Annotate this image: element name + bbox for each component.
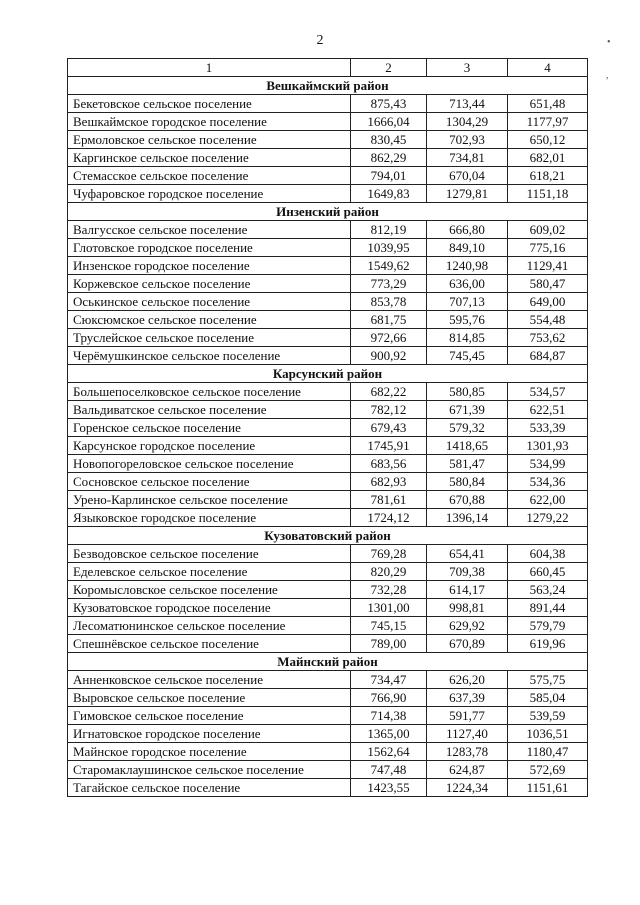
table-row <box>68 599 588 617</box>
value-col-2: 732,28 <box>351 581 427 599</box>
settlement-name: Оськинское сельское поселение <box>68 293 351 311</box>
value-col-3: 580,84 <box>427 473 508 491</box>
value-col-2: 820,29 <box>351 563 427 581</box>
value-col-4: 563,24 <box>508 581 588 599</box>
value-col-4: 575,75 <box>508 671 588 689</box>
value-col-3: 1396,14 <box>427 509 508 527</box>
value-col-2: 1301,00 <box>351 599 427 617</box>
table-row <box>68 419 588 437</box>
table-row <box>68 257 588 275</box>
value-col-3: 626,20 <box>427 671 508 689</box>
settlement-name: Безводовское сельское поселение <box>68 545 351 563</box>
column-header-2: 2 <box>351 59 427 77</box>
value-col-4: 649,00 <box>508 293 588 311</box>
district-name: Инзенский район <box>68 203 588 221</box>
value-col-3: 670,89 <box>427 635 508 653</box>
table-row <box>68 545 588 563</box>
value-col-3: 709,38 <box>427 563 508 581</box>
value-col-4: 684,87 <box>508 347 588 365</box>
settlement-name: Новопогореловское сельское поселение <box>68 455 351 473</box>
value-col-2: 1745,91 <box>351 437 427 455</box>
value-col-2: 1039,95 <box>351 239 427 257</box>
table-row <box>68 437 588 455</box>
table-body <box>68 77 588 797</box>
table-row <box>68 167 588 185</box>
value-col-2: 679,43 <box>351 419 427 437</box>
value-col-2: 1666,04 <box>351 113 427 131</box>
value-col-2: 1649,83 <box>351 185 427 203</box>
settlement-name: Спешнёвское сельское поселение <box>68 635 351 653</box>
table-row <box>68 491 588 509</box>
settlement-name: Урено-Карлинское сельское поселение <box>68 491 351 509</box>
district-name: Вешкаймский район <box>68 77 588 95</box>
value-col-3: 671,39 <box>427 401 508 419</box>
value-col-3: 654,41 <box>427 545 508 563</box>
district-row <box>68 77 588 95</box>
value-col-2: 682,93 <box>351 473 427 491</box>
settlement-name: Сюксюмское сельское поселение <box>68 311 351 329</box>
value-col-4: 619,96 <box>508 635 588 653</box>
table-header-row <box>68 59 588 77</box>
value-col-3: 734,81 <box>427 149 508 167</box>
table-row <box>68 95 588 113</box>
value-col-2: 1724,12 <box>351 509 427 527</box>
table-row <box>68 149 588 167</box>
value-col-2: 747,48 <box>351 761 427 779</box>
value-col-3: 1283,78 <box>427 743 508 761</box>
value-col-3: 624,87 <box>427 761 508 779</box>
settlement-name: Еделевское сельское поселение <box>68 563 351 581</box>
value-col-4: 579,79 <box>508 617 588 635</box>
value-col-2: 683,56 <box>351 455 427 473</box>
value-col-3: 702,93 <box>427 131 508 149</box>
settlement-name: Горенское сельское поселение <box>68 419 351 437</box>
value-col-2: 682,22 <box>351 383 427 401</box>
table-row <box>68 725 588 743</box>
value-col-4: 1301,93 <box>508 437 588 455</box>
value-col-3: 1240,98 <box>427 257 508 275</box>
value-col-2: 1549,62 <box>351 257 427 275</box>
value-col-4: 580,47 <box>508 275 588 293</box>
value-col-4: 618,21 <box>508 167 588 185</box>
table-row <box>68 455 588 473</box>
value-col-4: 660,45 <box>508 563 588 581</box>
value-col-3: 581,47 <box>427 455 508 473</box>
settlement-name: Выровское сельское поселение <box>68 689 351 707</box>
value-col-3: 666,80 <box>427 221 508 239</box>
value-col-4: 753,62 <box>508 329 588 347</box>
table-row <box>68 707 588 725</box>
value-col-4: 1151,61 <box>508 779 588 797</box>
district-name: Майнский район <box>68 653 588 671</box>
settlement-name: Валгусское сельское поселение <box>68 221 351 239</box>
value-col-2: 1365,00 <box>351 725 427 743</box>
table-row <box>68 581 588 599</box>
value-col-3: 1279,81 <box>427 185 508 203</box>
value-col-2: 734,47 <box>351 671 427 689</box>
settlement-name: Лесоматюнинское сельское поселение <box>68 617 351 635</box>
value-col-3: 1304,29 <box>427 113 508 131</box>
value-col-4: 604,38 <box>508 545 588 563</box>
value-col-3: 670,88 <box>427 491 508 509</box>
settlement-name: Гимовское сельское поселение <box>68 707 351 725</box>
value-col-2: 769,28 <box>351 545 427 563</box>
settlement-name: Анненковское сельское поселение <box>68 671 351 689</box>
value-col-2: 773,29 <box>351 275 427 293</box>
value-col-4: 622,00 <box>508 491 588 509</box>
settlement-name: Труслейское сельское поселение <box>68 329 351 347</box>
value-col-3: 579,32 <box>427 419 508 437</box>
value-col-4: 682,01 <box>508 149 588 167</box>
settlement-name: Коромысловское сельское поселение <box>68 581 351 599</box>
settlement-name: Кузоватовское городское поселение <box>68 599 351 617</box>
value-col-3: 814,85 <box>427 329 508 347</box>
settlement-name: Тагайское сельское поселение <box>68 779 351 797</box>
table-row <box>68 689 588 707</box>
value-col-2: 875,43 <box>351 95 427 113</box>
value-col-2: 789,00 <box>351 635 427 653</box>
table-row <box>68 509 588 527</box>
scan-mark: • <box>607 37 611 48</box>
settlement-name: Вальдиватское сельское поселение <box>68 401 351 419</box>
value-col-2: 1423,55 <box>351 779 427 797</box>
value-col-3: 1127,40 <box>427 725 508 743</box>
value-col-4: 539,59 <box>508 707 588 725</box>
value-col-4: 534,99 <box>508 455 588 473</box>
value-col-3: 629,92 <box>427 617 508 635</box>
settlement-name: Черёмушкинское сельское поселение <box>68 347 351 365</box>
value-col-2: 745,15 <box>351 617 427 635</box>
settlement-name: Языковское городское поселение <box>68 509 351 527</box>
value-col-4: 1129,41 <box>508 257 588 275</box>
value-col-3: 745,45 <box>427 347 508 365</box>
column-header-4: 4 <box>508 59 588 77</box>
value-col-2: 1562,64 <box>351 743 427 761</box>
table-row <box>68 743 588 761</box>
table-row <box>68 383 588 401</box>
value-col-4: 622,51 <box>508 401 588 419</box>
value-col-2: 794,01 <box>351 167 427 185</box>
settlement-name: Каргинское сельское поселение <box>68 149 351 167</box>
value-col-4: 650,12 <box>508 131 588 149</box>
settlement-name: Карсунское городское поселение <box>68 437 351 455</box>
district-row <box>68 365 588 383</box>
settlement-name: Инзенское городское поселение <box>68 257 351 275</box>
scan-mark: , <box>606 70 609 81</box>
value-col-3: 1418,65 <box>427 437 508 455</box>
value-col-3: 713,44 <box>427 95 508 113</box>
value-col-4: 534,36 <box>508 473 588 491</box>
table-row <box>68 131 588 149</box>
table-row <box>68 275 588 293</box>
settlement-name: Бекетовское сельское поселение <box>68 95 351 113</box>
value-col-3: 1224,34 <box>427 779 508 797</box>
column-header-3: 3 <box>427 59 508 77</box>
settlement-name: Игнатовское городское поселение <box>68 725 351 743</box>
value-col-4: 775,16 <box>508 239 588 257</box>
district-name: Карсунский район <box>68 365 588 383</box>
value-col-2: 714,38 <box>351 707 427 725</box>
value-col-4: 554,48 <box>508 311 588 329</box>
value-col-3: 595,76 <box>427 311 508 329</box>
table-row <box>68 311 588 329</box>
table-row <box>68 113 588 131</box>
value-col-4: 1151,18 <box>508 185 588 203</box>
settlement-name: Сосновское сельское поселение <box>68 473 351 491</box>
value-col-2: 853,78 <box>351 293 427 311</box>
value-col-4: 572,69 <box>508 761 588 779</box>
value-col-4: 651,48 <box>508 95 588 113</box>
district-name: Кузоватовский район <box>68 527 588 545</box>
value-col-2: 781,61 <box>351 491 427 509</box>
table-row <box>68 329 588 347</box>
value-col-4: 1036,51 <box>508 725 588 743</box>
value-col-3: 580,85 <box>427 383 508 401</box>
value-col-2: 830,45 <box>351 131 427 149</box>
value-col-3: 614,17 <box>427 581 508 599</box>
settlement-name: Коржевское сельское поселение <box>68 275 351 293</box>
district-row <box>68 203 588 221</box>
settlement-name: Глотовское городское поселение <box>68 239 351 257</box>
value-col-2: 681,75 <box>351 311 427 329</box>
value-col-2: 862,29 <box>351 149 427 167</box>
value-col-2: 812,19 <box>351 221 427 239</box>
district-row <box>68 527 588 545</box>
value-col-3: 636,00 <box>427 275 508 293</box>
district-row <box>68 653 588 671</box>
page-number: 2 <box>316 33 324 48</box>
table-row <box>68 221 588 239</box>
value-col-4: 1180,47 <box>508 743 588 761</box>
settlement-name: Чуфаровское городское поселение <box>68 185 351 203</box>
settlement-name: Старомаклаушинское сельское поселение <box>68 761 351 779</box>
value-col-4: 534,57 <box>508 383 588 401</box>
value-col-4: 533,39 <box>508 419 588 437</box>
value-col-2: 972,66 <box>351 329 427 347</box>
value-col-2: 766,90 <box>351 689 427 707</box>
table-row <box>68 779 588 797</box>
table-row <box>68 185 588 203</box>
value-col-4: 1279,22 <box>508 509 588 527</box>
value-col-4: 891,44 <box>508 599 588 617</box>
value-col-2: 900,92 <box>351 347 427 365</box>
value-col-3: 849,10 <box>427 239 508 257</box>
table-row <box>68 293 588 311</box>
value-col-3: 670,04 <box>427 167 508 185</box>
table-row <box>68 761 588 779</box>
table-row <box>68 239 588 257</box>
settlement-name: Стемасское сельское поселение <box>68 167 351 185</box>
table-row <box>68 671 588 689</box>
value-col-3: 707,13 <box>427 293 508 311</box>
table-row <box>68 635 588 653</box>
value-col-4: 609,02 <box>508 221 588 239</box>
column-header-1: 1 <box>68 59 351 77</box>
table-row <box>68 401 588 419</box>
table-row <box>68 563 588 581</box>
settlement-name: Вешкаймское городское поселение <box>68 113 351 131</box>
table-row <box>68 617 588 635</box>
table-row <box>68 473 588 491</box>
value-col-3: 998,81 <box>427 599 508 617</box>
settlement-name: Ермоловское сельское поселение <box>68 131 351 149</box>
value-col-2: 782,12 <box>351 401 427 419</box>
settlements-table <box>67 58 588 797</box>
table-row <box>68 347 588 365</box>
value-col-4: 1177,97 <box>508 113 588 131</box>
value-col-3: 637,39 <box>427 689 508 707</box>
value-col-4: 585,04 <box>508 689 588 707</box>
settlement-name: Майнское городское поселение <box>68 743 351 761</box>
settlement-name: Большепоселковское сельское поселение <box>68 383 351 401</box>
value-col-3: 591,77 <box>427 707 508 725</box>
